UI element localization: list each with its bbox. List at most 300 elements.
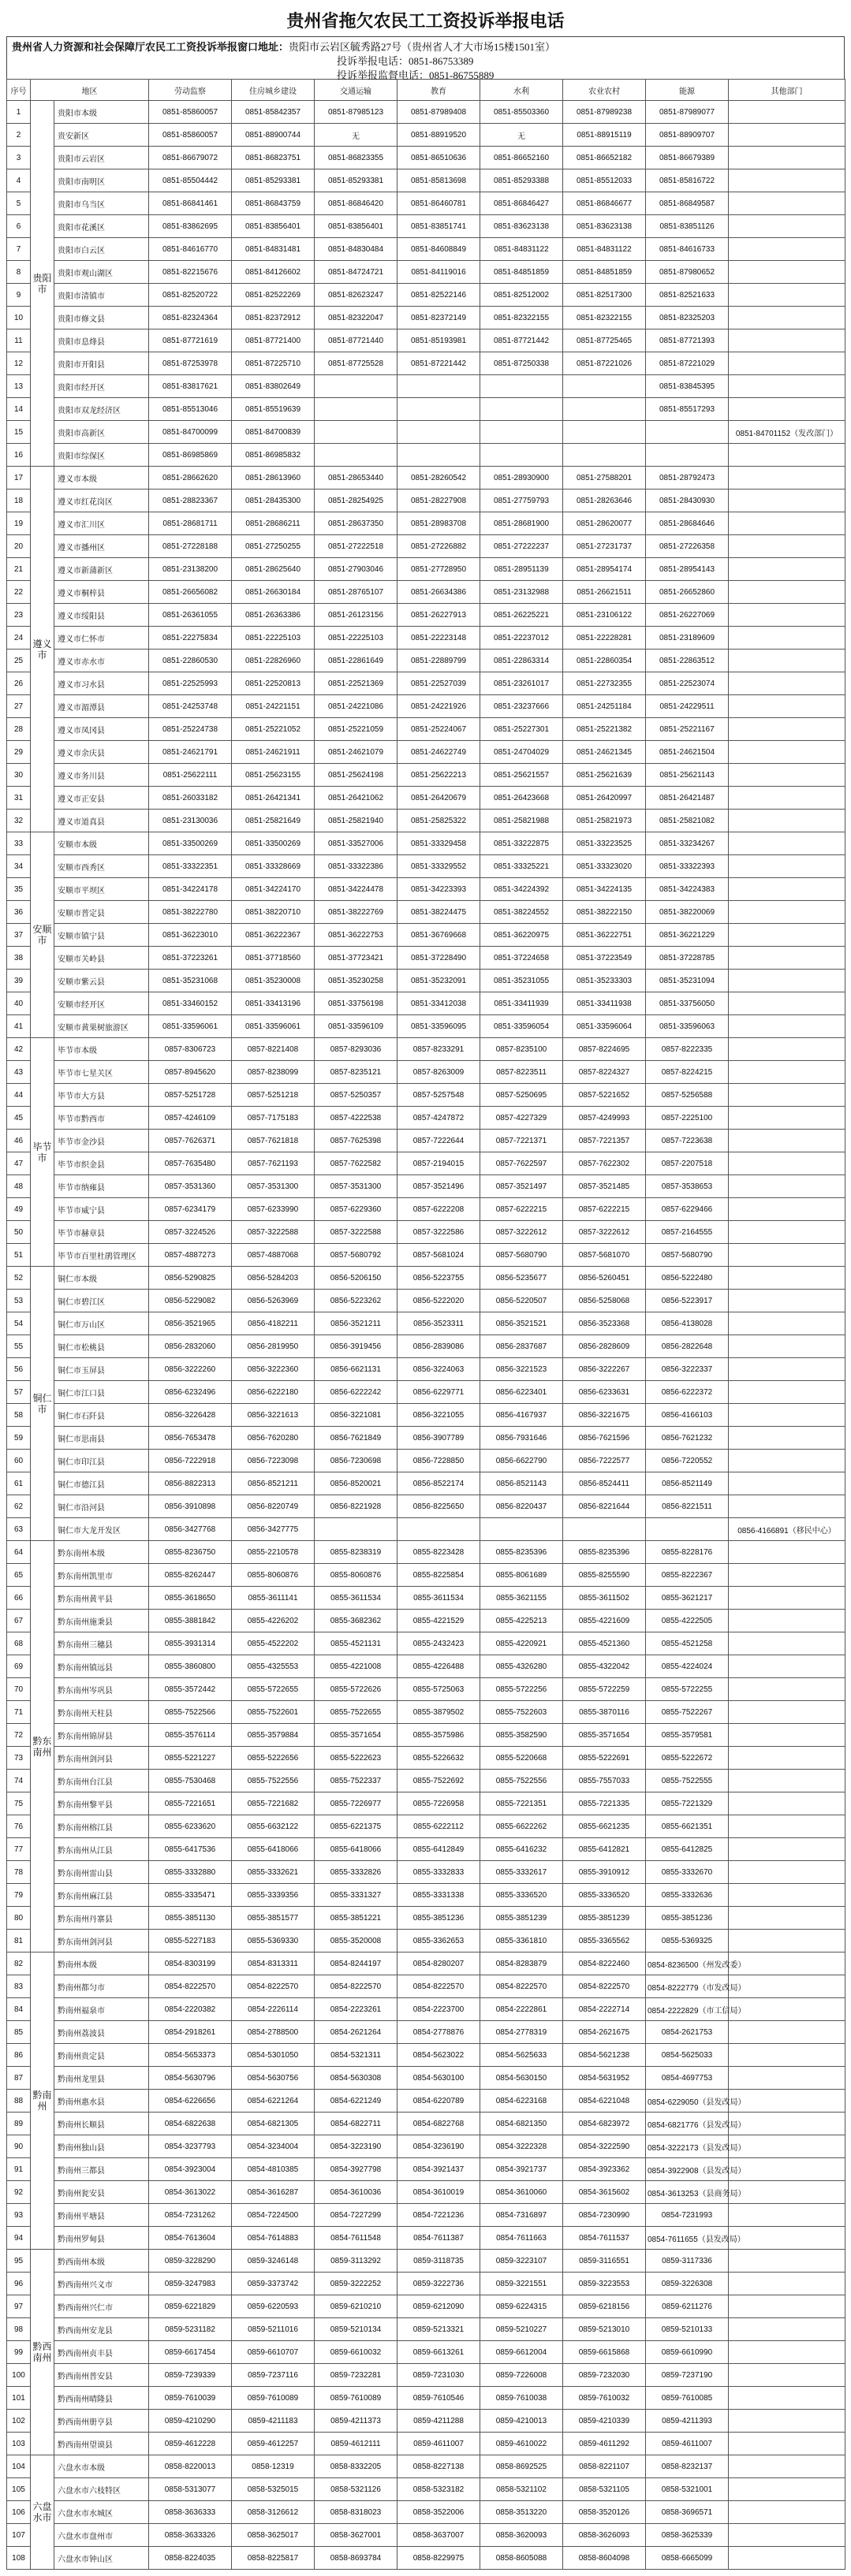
agri-phone: 0855-8235396 [563, 1541, 646, 1564]
district-name: 遵义市正安县 [54, 787, 149, 810]
transport-phone: 0851-86846420 [315, 192, 398, 215]
housing-phone: 0857-7621818 [232, 1130, 315, 1152]
other-phone [729, 2524, 845, 2547]
labor-phone: 0857-8306723 [149, 1038, 232, 1061]
energy-phone: 0855-5222672 [646, 1747, 729, 1770]
row-number: 38 [7, 947, 31, 970]
agri-phone: 0851-33596064 [563, 1015, 646, 1038]
housing-phone: 0854-8313311 [232, 1952, 315, 1975]
transport-phone: 0859-3222252 [315, 2273, 398, 2295]
row-number: 37 [7, 924, 31, 947]
agri-phone: 0856-8524411 [563, 1472, 646, 1495]
energy-phone: 0854-7611655（县发改局） [646, 2227, 729, 2250]
other-phone [729, 2044, 845, 2067]
water-phone: 0851-34224392 [480, 878, 563, 901]
row-number: 5 [7, 192, 31, 215]
labor-phone: 0859-6221829 [149, 2295, 232, 2318]
labor-phone: 0856-3226428 [149, 1404, 232, 1427]
education-phone: 0859-7610546 [398, 2387, 480, 2410]
agri-phone: 0851-26621511 [563, 581, 646, 604]
housing-phone: 0851-33596061 [232, 1015, 315, 1038]
region-name: 铜仁市 [31, 1267, 54, 1541]
other-phone [729, 329, 845, 352]
agri-phone: 0855-5222691 [563, 1747, 646, 1770]
transport-phone: 0851-84724721 [315, 261, 398, 284]
water-phone: 0851-86846427 [480, 192, 563, 215]
other-phone [729, 558, 845, 581]
transport-phone: 0856-6621131 [315, 1358, 398, 1381]
col-header-other: 其他部门 [729, 80, 845, 101]
other-phone [729, 192, 845, 215]
housing-phone: 0851-25623155 [232, 764, 315, 787]
transport-phone: 0855-7226977 [315, 1792, 398, 1815]
education-phone: 0851-85813698 [398, 169, 480, 192]
table-row [7, 238, 845, 261]
district-name: 黔南州长顺县 [54, 2113, 149, 2135]
other-phone [729, 855, 845, 878]
other-phone [729, 398, 845, 421]
table-row [7, 490, 845, 512]
energy-phone: 0851-82521633 [646, 284, 729, 307]
other-phone [729, 535, 845, 558]
other-phone [729, 1267, 845, 1290]
transport-phone: 0851-22225103 [315, 627, 398, 650]
district-name: 毕节市金沙县 [54, 1130, 149, 1152]
district-name: 遵义市赤水市 [54, 650, 149, 672]
district-name: 贵阳市双龙经济区 [54, 398, 149, 421]
education-phone: 0855-4221529 [398, 1610, 480, 1632]
housing-phone: 0855-6632122 [232, 1815, 315, 1838]
housing-phone: 0854-7614883 [232, 2227, 315, 2250]
energy-phone [646, 1518, 729, 1541]
labor-phone: 0855-3572442 [149, 1678, 232, 1701]
agri-phone: 0857-3222612 [563, 1221, 646, 1244]
other-phone [729, 1404, 845, 1427]
row-number: 10 [7, 307, 31, 329]
district-name: 黔西南州晴隆县 [54, 2387, 149, 2410]
labor-phone: 0854-3237793 [149, 2135, 232, 2158]
district-name: 黔南州平塘县 [54, 2204, 149, 2227]
education-phone: 0855-5725063 [398, 1678, 480, 1701]
housing-phone: 0851-34224170 [232, 878, 315, 901]
education-phone: 0854-3921437 [398, 2158, 480, 2181]
energy-phone: 0857-2164555 [646, 1221, 729, 1244]
water-phone: 0856-8521143 [480, 1472, 563, 1495]
housing-phone: 0858-8225817 [232, 2547, 315, 2570]
water-phone: 0854-8283879 [480, 1952, 563, 1975]
district-name: 遵义市余庆县 [54, 741, 149, 764]
housing-phone: 0856-8521211 [232, 1472, 315, 1495]
energy-phone: 0856-8521149 [646, 1472, 729, 1495]
district-name: 六盘水市本级 [54, 2455, 149, 2478]
transport-phone: 0855-3332826 [315, 1861, 398, 1884]
energy-phone: 0855-8222367 [646, 1564, 729, 1587]
transport-phone: 0851-27903046 [315, 558, 398, 581]
energy-phone: 0856-5222480 [646, 1267, 729, 1290]
labor-phone: 0856-6232496 [149, 1381, 232, 1404]
housing-phone: 0851-87225710 [232, 352, 315, 375]
water-phone: 0858-8605088 [480, 2547, 563, 2570]
table-row [7, 787, 845, 810]
row-number: 40 [7, 992, 31, 1015]
row-number: 35 [7, 878, 31, 901]
col-header-education: 教育 [398, 80, 480, 101]
water-phone: 0855-5722256 [480, 1678, 563, 1701]
agri-phone: 0851-33323020 [563, 855, 646, 878]
housing-phone: 0855-3579884 [232, 1724, 315, 1747]
transport-phone: 0851-37723421 [315, 947, 398, 970]
row-number: 84 [7, 1998, 31, 2021]
housing-phone: 0855-4226202 [232, 1610, 315, 1632]
table-row [7, 878, 845, 901]
table-row [7, 581, 845, 604]
water-phone: 0851-33325221 [480, 855, 563, 878]
labor-phone: 0858-5313077 [149, 2478, 232, 2501]
row-number: 88 [7, 2090, 31, 2113]
row-number: 3 [7, 147, 31, 169]
agri-phone: 0851-36222751 [563, 924, 646, 947]
table-row [7, 2158, 845, 2181]
district-name: 毕节市黔西市 [54, 1107, 149, 1130]
energy-phone: 0854-6229050（县发改局） [646, 2090, 729, 2113]
education-phone: 0859-7231030 [398, 2364, 480, 2387]
housing-phone: 0856-3222360 [232, 1358, 315, 1381]
agri-phone: 0851-85512033 [563, 169, 646, 192]
row-number: 1 [7, 101, 31, 124]
energy-phone: 0854-3613253（县商务局） [646, 2181, 729, 2204]
water-phone: 0857-8235100 [480, 1038, 563, 1061]
water-phone: 0855-3361810 [480, 1930, 563, 1952]
housing-phone: 0855-5222656 [232, 1747, 315, 1770]
agri-phone: 0855-6412821 [563, 1838, 646, 1861]
district-name: 铜仁市松桃县 [54, 1335, 149, 1358]
supervise-phone: 投诉举报监督电话：0851-86755889 [337, 69, 495, 81]
housing-phone: 0854-2226114 [232, 1998, 315, 2021]
housing-phone: 0851-83856401 [232, 215, 315, 238]
housing-phone: 0855-5369330 [232, 1930, 315, 1952]
labor-phone: 0856-8822313 [149, 1472, 232, 1495]
table-row [7, 329, 845, 352]
district-name: 黔南州独山县 [54, 2135, 149, 2158]
transport-phone: 0859-6610032 [315, 2341, 398, 2364]
transport-phone: 0854-2223261 [315, 1998, 398, 2021]
labor-phone: 0859-3228290 [149, 2250, 232, 2273]
energy-phone: 0855-7522267 [646, 1701, 729, 1724]
district-name: 黔西南州安龙县 [54, 2318, 149, 2341]
housing-phone: 0855-6418066 [232, 1838, 315, 1861]
agri-phone: 0856-2828609 [563, 1335, 646, 1358]
education-phone: 0851-36769668 [398, 924, 480, 947]
education-phone: 0856-8225650 [398, 1495, 480, 1518]
row-number: 66 [7, 1587, 31, 1610]
transport-phone: 0855-3331327 [315, 1884, 398, 1907]
row-number: 42 [7, 1038, 31, 1061]
district-name: 黔东南州镇远县 [54, 1655, 149, 1678]
agri-phone: 0851-35233303 [563, 970, 646, 992]
district-name: 铜仁市江口县 [54, 1381, 149, 1404]
housing-phone: 0851-24621911 [232, 741, 315, 764]
district-name: 遵义市绥阳县 [54, 604, 149, 627]
labor-phone: 0851-22525993 [149, 672, 232, 695]
energy-phone: 0856-4166103 [646, 1404, 729, 1427]
district-name: 毕节市赫章县 [54, 1221, 149, 1244]
water-phone: 0851-84831122 [480, 238, 563, 261]
other-phone [729, 2501, 845, 2524]
education-phone: 0851-84608849 [398, 238, 480, 261]
energy-phone: 0854-2621753 [646, 2021, 729, 2044]
org-label: 贵州省人力资源和社会保障厅农民工工资投诉举报窗口地址： [12, 41, 289, 53]
energy-phone: 0851-25821082 [646, 810, 729, 832]
agri-phone: 0856-5260451 [563, 1267, 646, 1290]
labor-phone: 0851-28681711 [149, 512, 232, 535]
other-phone [729, 764, 845, 787]
transport-phone: 0851-87721440 [315, 329, 398, 352]
row-number: 41 [7, 1015, 31, 1038]
other-phone [729, 2295, 845, 2318]
housing-phone: 0854-6221264 [232, 2090, 315, 2113]
energy-phone: 0854-4697753 [646, 2067, 729, 2090]
education-phone: 0857-7222644 [398, 1130, 480, 1152]
water-phone: 0856-7931646 [480, 1427, 563, 1450]
energy-phone: 0851-37228785 [646, 947, 729, 970]
row-number: 75 [7, 1792, 31, 1815]
transport-phone: 0858-8332205 [315, 2455, 398, 2478]
energy-phone: 0855-7522555 [646, 1770, 729, 1792]
energy-phone: 0857-8222335 [646, 1038, 729, 1061]
labor-phone: 0857-3531360 [149, 1175, 232, 1198]
labor-phone: 0851-84700099 [149, 421, 232, 444]
water-phone: 0854-3222328 [480, 2135, 563, 2158]
other-phone [729, 2387, 845, 2410]
district-name: 安顺市平坝区 [54, 878, 149, 901]
energy-phone: 0859-7237190 [646, 2364, 729, 2387]
other-phone [729, 101, 845, 124]
transport-phone: 0855-7522655 [315, 1701, 398, 1724]
labor-phone: 0855-8236750 [149, 1541, 232, 1564]
agri-phone: 0851-22860354 [563, 650, 646, 672]
water-phone: 0851-28930900 [480, 467, 563, 490]
housing-phone: 0851-26421341 [232, 787, 315, 810]
agri-phone: 0851-24621345 [563, 741, 646, 764]
education-phone: 0855-7226958 [398, 1792, 480, 1815]
row-number: 15 [7, 421, 31, 444]
district-name: 安顺市西秀区 [54, 855, 149, 878]
water-phone: 0856-2837687 [480, 1335, 563, 1358]
agri-phone: 0851-26420997 [563, 787, 646, 810]
transport-phone: 0851-84830484 [315, 238, 398, 261]
education-phone: 0856-3224063 [398, 1358, 480, 1381]
housing-phone: 0851-25821649 [232, 810, 315, 832]
transport-phone: 0859-7232281 [315, 2364, 398, 2387]
table-row [7, 855, 845, 878]
other-phone [729, 992, 845, 1015]
housing-phone: 0855-8060876 [232, 1564, 315, 1587]
housing-phone: 0858-3625017 [232, 2524, 315, 2547]
transport-phone: 0851-87725528 [315, 352, 398, 375]
district-name: 黔南州瓮安县 [54, 2181, 149, 2204]
district-name: 六盘水市盘州市 [54, 2524, 149, 2547]
row-number: 19 [7, 512, 31, 535]
water-phone: 0854-2222861 [480, 1998, 563, 2021]
other-phone [729, 238, 845, 261]
housing-phone: 0851-84700839 [232, 421, 315, 444]
labor-phone: 0854-7231262 [149, 2204, 232, 2227]
water-phone: 0854-3610060 [480, 2181, 563, 2204]
row-number: 68 [7, 1632, 31, 1655]
row-number: 97 [7, 2295, 31, 2318]
row-number: 56 [7, 1358, 31, 1381]
agri-phone: 0855-3571654 [563, 1724, 646, 1747]
district-name: 贵阳市本级 [54, 101, 149, 124]
table-row [7, 1541, 845, 1564]
agri-phone: 0856-6233631 [563, 1381, 646, 1404]
row-number: 85 [7, 2021, 31, 2044]
education-phone: 0858-8229975 [398, 2547, 480, 2570]
agri-phone: 0855-4521360 [563, 1632, 646, 1655]
table-row [7, 2524, 845, 2547]
transport-phone: 0851-83856401 [315, 215, 398, 238]
housing-phone: 0856-7620280 [232, 1427, 315, 1450]
education-phone: 0858-3637007 [398, 2524, 480, 2547]
labor-phone: 0851-26361055 [149, 604, 232, 627]
transport-phone: 0858-3627001 [315, 2524, 398, 2547]
table-row [7, 1861, 845, 1884]
education-phone [398, 421, 480, 444]
education-phone: 0854-7611387 [398, 2227, 480, 2250]
transport-phone: 0856-3919456 [315, 1335, 398, 1358]
energy-phone: 0854-8236500（州发改委） [646, 1952, 729, 1975]
district-name: 安顺市黄果树旅游区 [54, 1015, 149, 1038]
housing-phone: 0855-7221682 [232, 1792, 315, 1815]
housing-phone: 0851-35230008 [232, 970, 315, 992]
table-row [7, 1015, 845, 1038]
district-name: 黔东南州剑河县 [54, 1930, 149, 1952]
transport-phone: 0857-6229360 [315, 1198, 398, 1221]
transport-phone: 0859-4612111 [315, 2433, 398, 2455]
agri-phone: 0854-5631952 [563, 2067, 646, 2090]
agri-phone: 0854-6823972 [563, 2113, 646, 2135]
transport-phone: 0857-4222538 [315, 1107, 398, 1130]
agri-phone [563, 398, 646, 421]
water-phone: 0855-4326280 [480, 1655, 563, 1678]
table-row [7, 1792, 845, 1815]
energy-phone: 0851-26421487 [646, 787, 729, 810]
transport-phone: 0857-8293036 [315, 1038, 398, 1061]
water-phone [480, 1518, 563, 1541]
housing-phone: 0851-86985832 [232, 444, 315, 467]
agri-phone: 0857-8224327 [563, 1061, 646, 1084]
housing-phone: 0856-2819950 [232, 1335, 315, 1358]
housing-phone: 0854-2788500 [232, 2021, 315, 2044]
water-phone [480, 444, 563, 467]
other-phone [729, 1130, 845, 1152]
transport-phone: 0851-25221059 [315, 718, 398, 741]
labor-phone: 0857-7635480 [149, 1152, 232, 1175]
agri-phone: 0851-84851859 [563, 261, 646, 284]
housing-phone: 0851-27250255 [232, 535, 315, 558]
row-number: 95 [7, 2250, 31, 2273]
row-number: 9 [7, 284, 31, 307]
other-phone [729, 1564, 845, 1587]
region-name: 黔东南州 [31, 1541, 54, 1952]
table-row [7, 2387, 845, 2410]
table-row [7, 1632, 845, 1655]
education-phone: 0856-6229771 [398, 1381, 480, 1404]
water-phone: 0854-5625633 [480, 2044, 563, 2067]
education-phone: 0851-35232091 [398, 970, 480, 992]
table-row [7, 2501, 845, 2524]
energy-phone: 0851-33756050 [646, 992, 729, 1015]
row-number: 24 [7, 627, 31, 650]
agri-phone: 0854-5621238 [563, 2044, 646, 2067]
water-phone: 0851-33411939 [480, 992, 563, 1015]
housing-phone: 0856-6222180 [232, 1381, 315, 1404]
row-number: 65 [7, 1564, 31, 1587]
energy-phone: 0859-6211276 [646, 2295, 729, 2318]
agri-phone: 0857-5681070 [563, 1244, 646, 1267]
energy-phone: 0857-5680790 [646, 1244, 729, 1267]
row-number: 86 [7, 2044, 31, 2067]
other-phone [729, 375, 845, 398]
energy-phone: 0856-7220552 [646, 1450, 729, 1472]
district-name: 黔东南州锦屏县 [54, 1724, 149, 1747]
energy-phone [646, 421, 729, 444]
district-name: 毕节市织金县 [54, 1152, 149, 1175]
housing-phone: 0857-4887068 [232, 1244, 315, 1267]
energy-phone: 0851-24621504 [646, 741, 729, 764]
water-phone: 0857-4227329 [480, 1107, 563, 1130]
labor-phone: 0851-25224738 [149, 718, 232, 741]
water-phone: 0851-25821988 [480, 810, 563, 832]
row-number: 27 [7, 695, 31, 718]
water-phone: 0854-7316897 [480, 2204, 563, 2227]
labor-phone: 0858-8220013 [149, 2455, 232, 2478]
agri-phone: 0851-25221382 [563, 718, 646, 741]
agri-phone: 0854-6221048 [563, 2090, 646, 2113]
education-phone: 0857-5681024 [398, 1244, 480, 1267]
labor-phone: 0856-3427768 [149, 1518, 232, 1541]
district-name: 黔东南州台江县 [54, 1770, 149, 1792]
education-phone: 0854-7221236 [398, 2204, 480, 2227]
district-name: 黔东南州榕江县 [54, 1815, 149, 1838]
transport-phone: 无 [315, 124, 398, 147]
water-phone: 0859-4210013 [480, 2410, 563, 2433]
energy-phone: 0859-6610990 [646, 2341, 729, 2364]
education-phone: 0856-8522174 [398, 1472, 480, 1495]
agri-phone: 0855-7221335 [563, 1792, 646, 1815]
water-phone: 0851-22863314 [480, 650, 563, 672]
water-phone: 0855-4225213 [480, 1610, 563, 1632]
energy-phone: 0851-28430930 [646, 490, 729, 512]
row-number: 98 [7, 2318, 31, 2341]
water-phone [480, 375, 563, 398]
energy-phone: 0859-7610085 [646, 2387, 729, 2410]
district-name: 铜仁市印江县 [54, 1450, 149, 1472]
housing-phone: 0854-3616287 [232, 2181, 315, 2204]
housing-phone: 0855-2210578 [232, 1541, 315, 1564]
education-phone: 0857-5257548 [398, 1084, 480, 1107]
transport-phone: 0851-28765107 [315, 581, 398, 604]
housing-phone: 0854-7224500 [232, 2204, 315, 2227]
water-phone: 0851-24704029 [480, 741, 563, 764]
col-header-agri: 农业农村 [563, 80, 646, 101]
row-number: 28 [7, 718, 31, 741]
other-phone [729, 1038, 845, 1061]
agri-phone: 0855-3365562 [563, 1930, 646, 1952]
education-phone: 0856-7228850 [398, 1450, 480, 1472]
transport-phone: 0855-8060876 [315, 1564, 398, 1587]
water-phone: 0851-87250338 [480, 352, 563, 375]
